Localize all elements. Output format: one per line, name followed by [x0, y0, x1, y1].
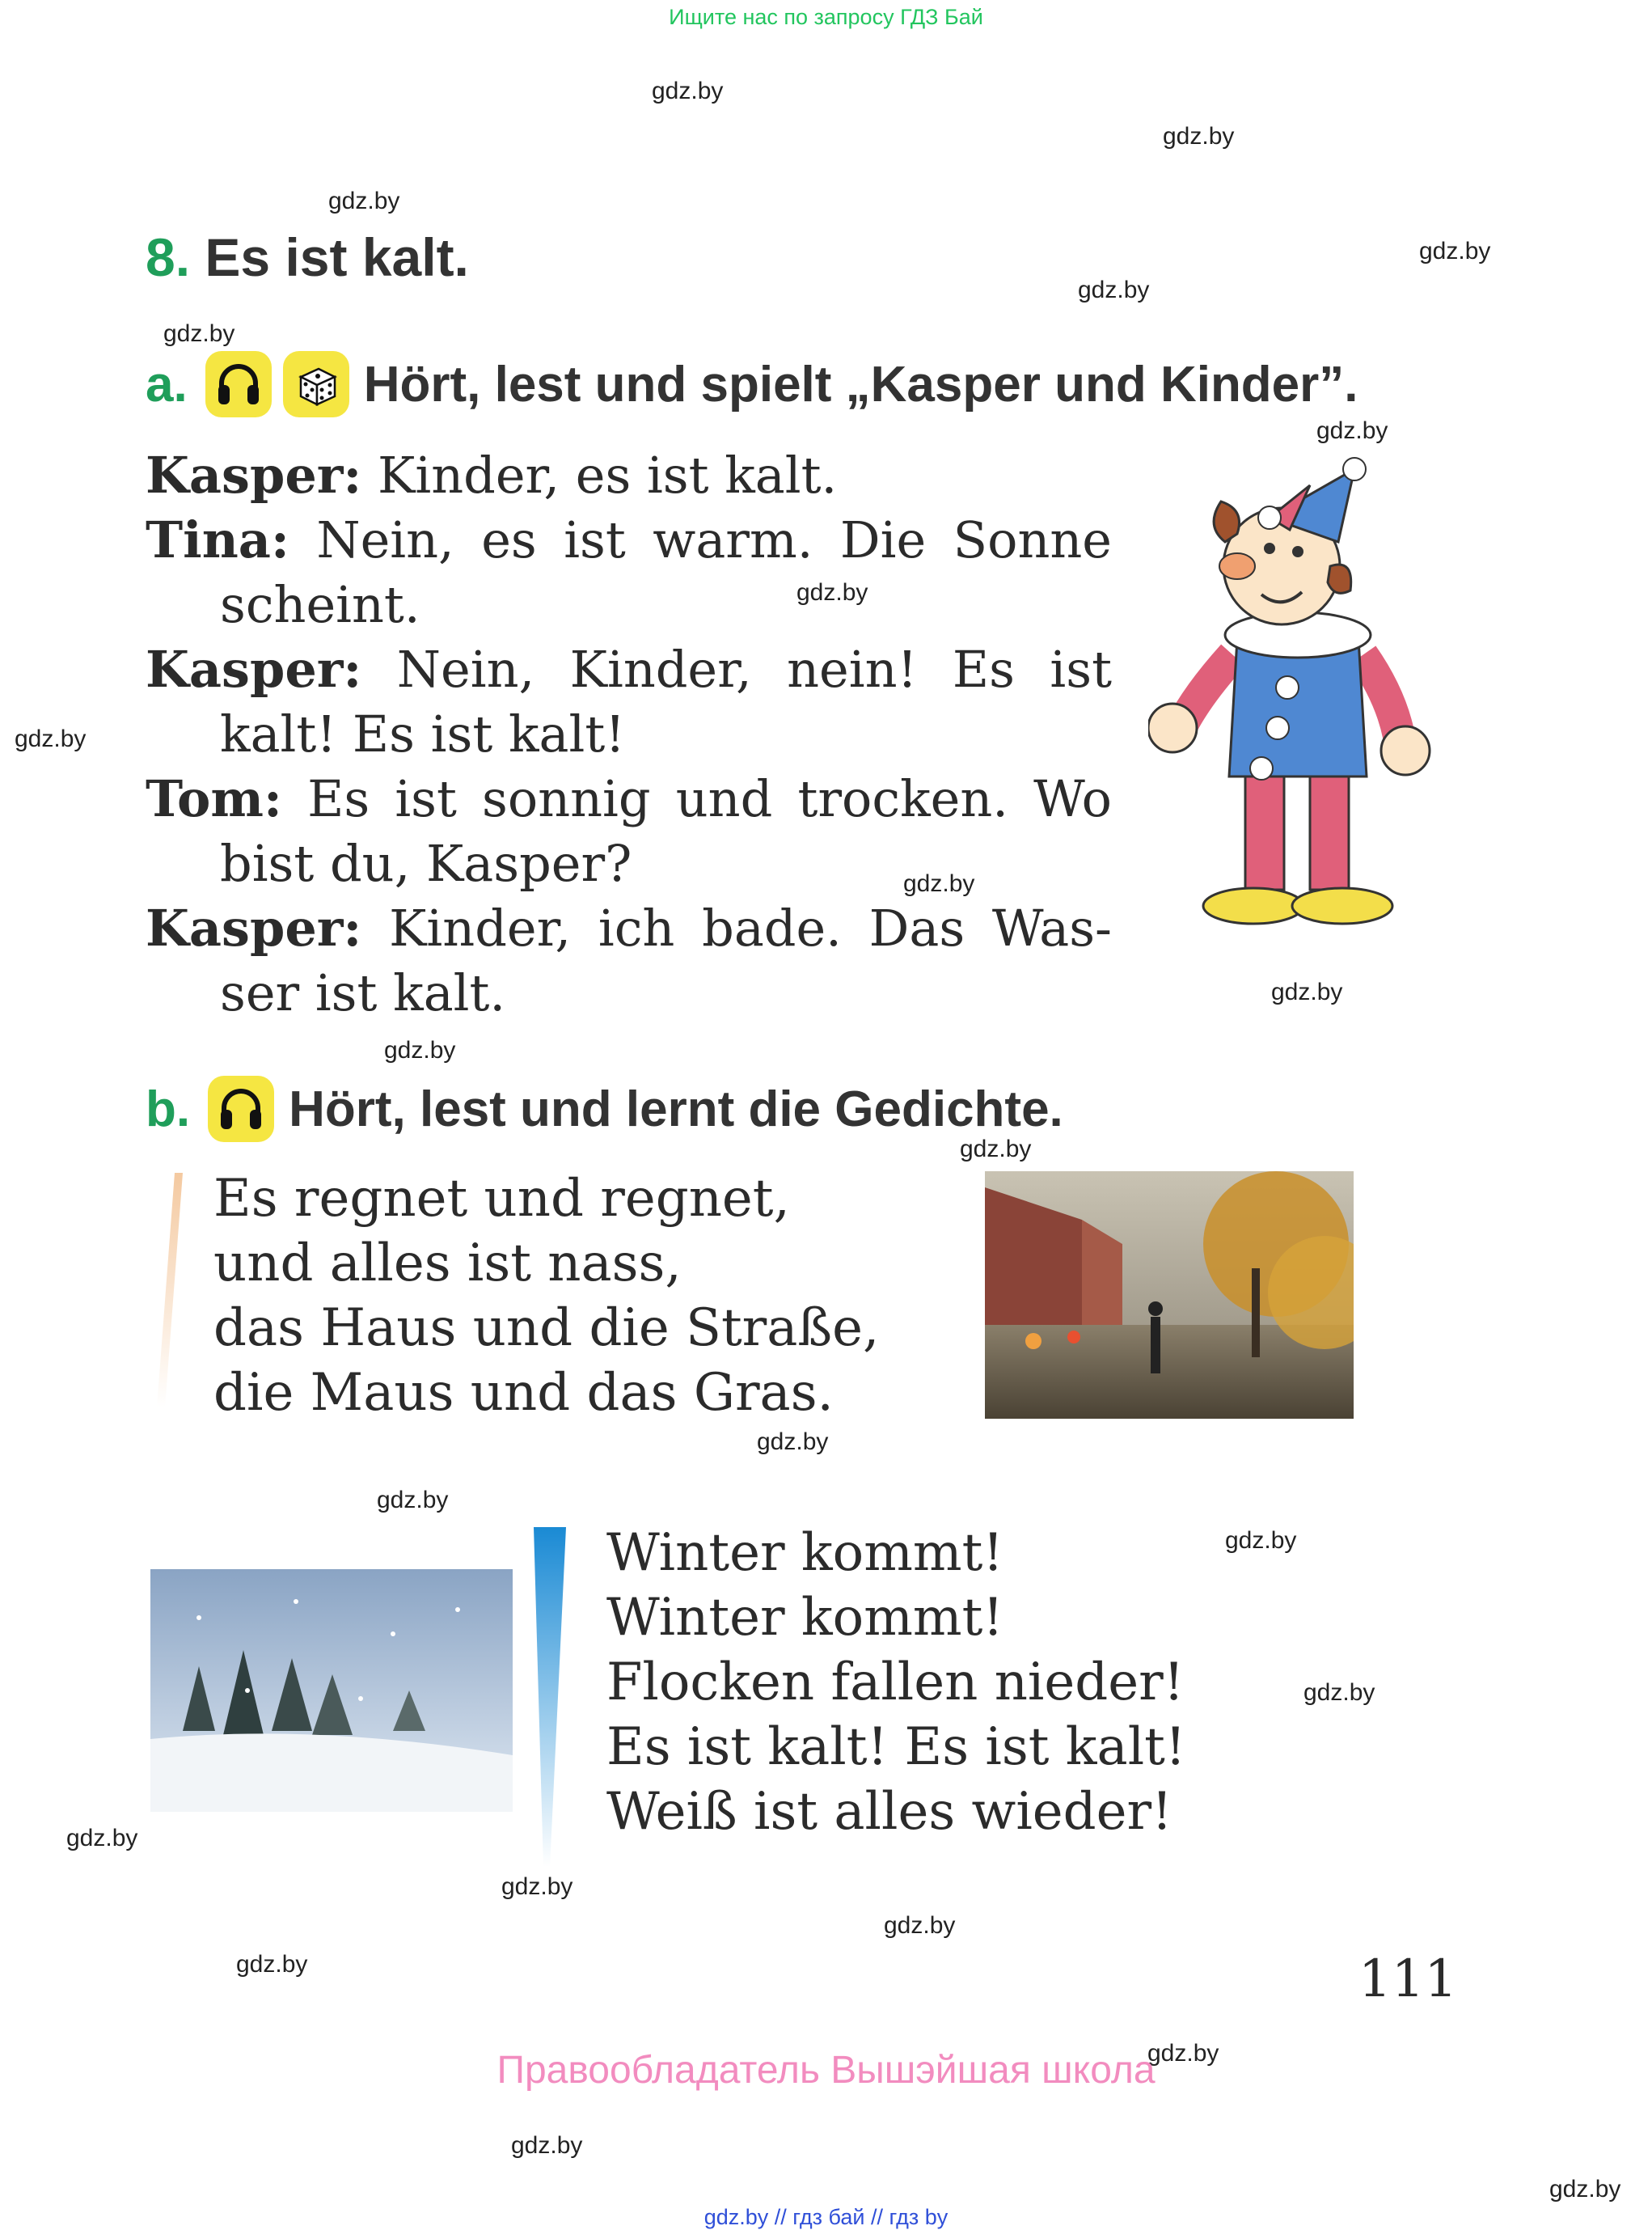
watermark: gdz.by	[1225, 1527, 1297, 1554]
poem-line: Es ist kalt! Es ist kalt!	[606, 1717, 1186, 1777]
exercise-title	[146, 226, 469, 288]
dialog-line: Kasper: Kinder, ich bade. Das Was-ser ist kalt.	[146, 899, 1112, 1022]
watermark: gdz.by	[757, 1428, 829, 1455]
part-a-heading	[146, 351, 1358, 417]
poem-line: die Maus und das Gras.	[213, 1363, 834, 1423]
poem-line: das Haus und die Straße,	[213, 1298, 880, 1358]
watermark: gdz.by	[1419, 238, 1491, 264]
poem-winter	[606, 1521, 1186, 1844]
watermark: gdz.by	[328, 188, 400, 214]
watermark: gdz.by	[1549, 2176, 1621, 2202]
headphones-icon	[205, 351, 272, 417]
footer-links[interactable]: gdz.by // гдз бай // гдз by	[703, 2205, 949, 2229]
poem-line: Weiß ist alles wieder!	[606, 1782, 1172, 1842]
watermark: gdz.by	[501, 1873, 573, 1900]
part-b-letter: b.	[146, 1081, 191, 1137]
page-number: 111	[1358, 1949, 1458, 2009]
watermark: gdz.by	[1316, 417, 1388, 444]
dialog-line: Tina: Nein, es ist warm. Die Sonne scheint.	[146, 510, 1112, 634]
watermark: gdz.by	[796, 579, 868, 606]
watermark: gdz.by	[511, 2132, 583, 2159]
poem-line: Flocken fallen nieder!	[606, 1652, 1185, 1712]
rights-holder: Правообладатель Вышэйшая школа	[496, 2049, 1156, 2092]
poem-accent-bar	[150, 1173, 183, 1407]
winter-forest-photo	[150, 1569, 513, 1812]
watermark: gdz.by	[1163, 123, 1235, 150]
dialog-line: Kasper: Nein, Kinder, nein! Es ist kalt! Es ist kalt!	[146, 640, 1112, 764]
part-b-instruction: Hört, lest und lernt die Gedichte.	[289, 1081, 1063, 1137]
poem-line: und alles ist nass,	[213, 1233, 682, 1293]
part-b-heading	[146, 1076, 1063, 1142]
poem-line: Winter kommt!	[606, 1588, 1003, 1648]
watermark: gdz.by	[1303, 1679, 1375, 1706]
watermark: gdz.by	[652, 78, 724, 104]
watermark: gdz.by	[1147, 2040, 1219, 2067]
watermark: gdz.by	[1271, 979, 1343, 1005]
kasper-illustration	[1148, 453, 1456, 938]
dice-icon	[283, 351, 349, 417]
watermark: gdz.by	[903, 870, 975, 897]
poem-line: Es regnet und regnet,	[213, 1169, 790, 1229]
watermark: gdz.by	[163, 320, 235, 347]
dialog-line: Kasper: Kinder, es ist kalt.	[146, 446, 838, 505]
dialog	[146, 443, 1112, 1026]
part-a-letter: a.	[146, 356, 188, 413]
top-banner[interactable]: Ищите нас по запросу ГДЗ Бай	[669, 5, 983, 29]
headphones-icon	[208, 1076, 274, 1142]
watermark: gdz.by	[236, 1951, 308, 1978]
poem-rain	[213, 1166, 879, 1425]
watermark: gdz.by	[377, 1487, 449, 1513]
exercise-number: 8.	[146, 227, 191, 287]
watermark: gdz.by	[66, 1825, 138, 1851]
rainy-street-photo	[985, 1171, 1354, 1419]
watermark: gdz.by	[384, 1037, 456, 1064]
watermark: gdz.by	[15, 726, 87, 752]
part-a-instruction: Hört, lest und spielt „Kasper und Kinder”.	[363, 356, 1358, 413]
dialog-line: Tom: Es ist sonnig und trocken. Wo bist du, Kasper?	[146, 769, 1112, 893]
exercise-title-text: Es ist kalt.	[205, 227, 469, 287]
watermark: gdz.by	[1078, 277, 1150, 303]
poem-accent-bar	[534, 1527, 566, 1867]
poem-line: Winter kommt!	[606, 1523, 1003, 1583]
watermark: gdz.by	[884, 1912, 956, 1939]
watermark: gdz.by	[960, 1136, 1032, 1162]
